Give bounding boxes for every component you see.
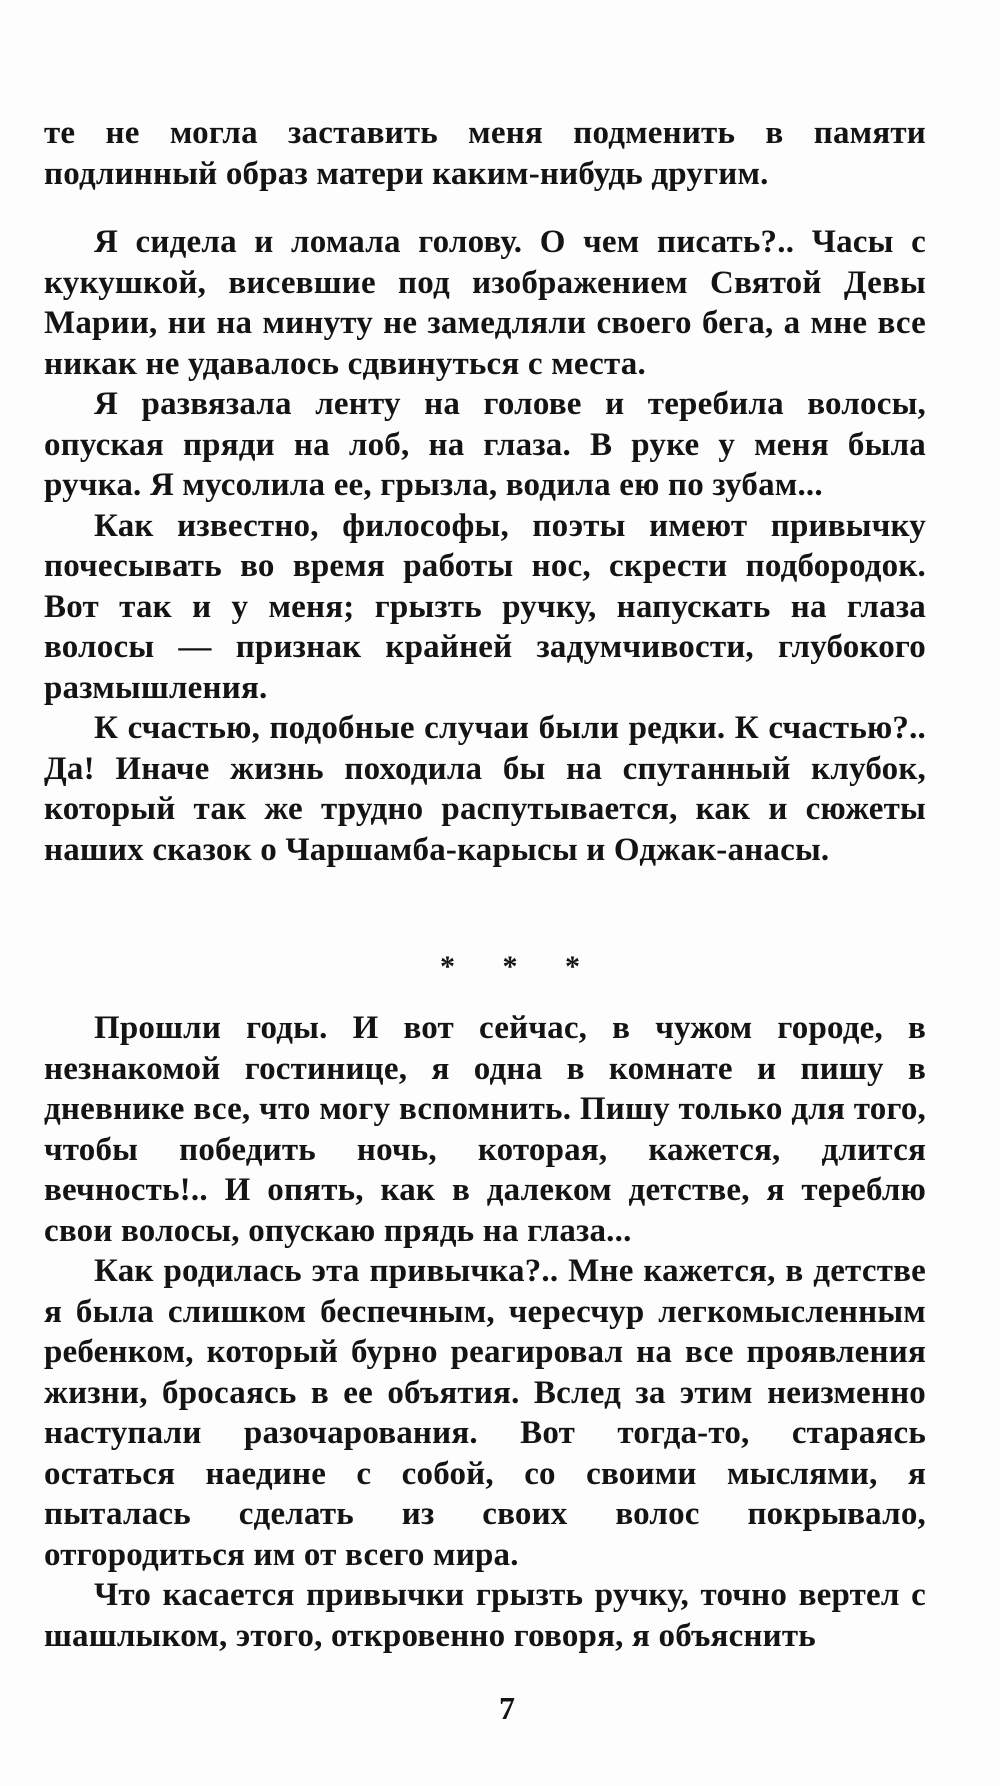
paragraph: Как родилась эта привычка?.. Мне кажется, в детстве я была слишком беспечным, чересчур легкомысленным ребенком, который бурно реагировал на все проявления жизни, бросаясь в ее объятия. Вслед за этим неизменно наступали разочарования. Вот тогда-то, стараясь остаться наедине с собой, со своими мыслями, я пыталась сделать из своих волос покрывало, отгородиться им от всего мира. bbox=[44, 1253, 926, 1573]
text-block-after-separator bbox=[44, 1008, 926, 1656]
page-number: 7 bbox=[499, 1690, 515, 1726]
paragraph: Я развязала ленту на голове и теребила волосы, опуская пряди на лоб, на глаза. В руке у меня была ручка. Я мусолила ее, грызла, водила ею по зубам... bbox=[44, 386, 926, 503]
text-block-top bbox=[44, 113, 926, 194]
paragraph: К счастью, подобные случаи были редки. К счастью?.. Да! Иначе жизнь походила бы на спутанный клубок, который так же трудно распутывается, как и сюжеты наших сказок о Чаршамба-карысы и Оджак-анасы. bbox=[44, 710, 926, 868]
text-block-main bbox=[44, 222, 926, 870]
paragraph: Я сидела и ломала голову. О чем писать?.. Часы с кукушкой, висевшие под изображением Святой Девы Марии, ни на минуту не замедляли своего бега, а мне все никак не удавалось сдвинуться с места. bbox=[44, 224, 926, 382]
paragraph: Что касается привычки грызть ручку, точно вертел с шашлыком, этого, откровенно говоря, я объяснить bbox=[44, 1577, 926, 1654]
paragraph-continuation: те не могла заставить меня подменить в памяти подлинный образ матери каким-нибудь другим. bbox=[44, 115, 926, 192]
paragraph: Прошли годы. И вот сейчас, в чужом городе, в незнакомой гостинице, я одна в комнате и пишу в дневнике все, что могу вспомнить. Пишу только для того, чтобы победить ночь, которая, кажется, длится вечность!.. И опять, как в далеком детстве, я тереблю свои волосы, опускаю прядь на глаза... bbox=[44, 1010, 926, 1249]
paragraph: Как известно, философы, поэты имеют привычку почесывать во время работы нос, скрести подбородок. Вот так и у меня; грызть ручку, напускать на глаза волосы — признак крайней задумчивости, глубокого размышления. bbox=[44, 507, 926, 706]
section-separator: * * * bbox=[440, 950, 600, 983]
